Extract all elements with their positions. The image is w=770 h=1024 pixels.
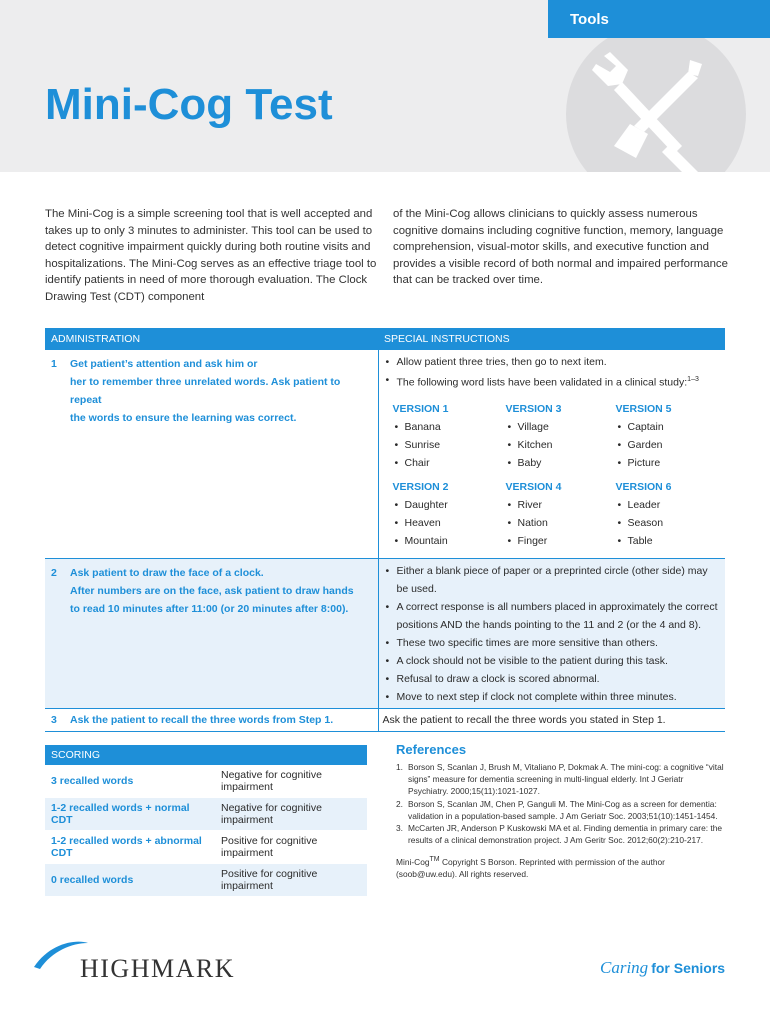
scoring-result: Negative for cognitive impairment: [215, 765, 367, 798]
version-word: • Season: [616, 514, 716, 532]
copyright-notice: Mini-Cog™ Copyright S Borson. Reprinted with permission of the author (soob@uw.edu). All rights reserved.: [396, 856, 665, 880]
table-row-step-2: [45, 558, 725, 708]
version-word: • Captain: [616, 418, 716, 436]
caring-for-seniors-logo: [600, 958, 725, 978]
version-word: • Nation: [506, 514, 616, 532]
scoring-result: Positive for cognitive impairment: [215, 831, 367, 864]
version-word: • Sunrise: [393, 436, 506, 454]
scoring-result: Positive for cognitive impairment: [215, 864, 367, 897]
references-title: References: [396, 742, 467, 757]
step-text-line: After numbers are on the face, ask patient to draw hands: [70, 584, 354, 597]
scoring-condition: 0 recalled words: [45, 864, 215, 897]
version-column: [506, 478, 616, 550]
step-text-line: to read 10 minutes after 11:00 (or 20 minutes after 8:00).: [70, 602, 349, 615]
version-title: VERSION 4: [505, 480, 562, 493]
instruction-bullet: • Either a blank piece of paper or a preprinted circle (other side) may be used.: [381, 562, 720, 598]
version-column: [506, 400, 616, 472]
version-title: VERSION 5: [615, 402, 672, 415]
step-text-line: her to remember three unrelated words. Ask patient to repeat: [70, 376, 341, 406]
intro-right-column: of the Mini-Cog allows clinicians to quickly assess numerous cognitive domains including cognitive function, memory, language comprehension, visual-motor skills, and executive function and provides a visible record of both normal and impaired performance that can be tracked over time.: [393, 208, 728, 286]
step-number: 1: [51, 358, 57, 370]
step-2-instructions: [379, 559, 726, 708]
step-text-line: Ask patient to draw the face of a clock.: [70, 566, 264, 579]
scoring-row: [45, 798, 367, 831]
reference-item: 1. Borson S, Scanlan J, Brush M, Vitaliano P, Dokmak A. The mini-cog: a cognitive “vital signs” measure for dementia screening in multi-lingual elderly. Int J Geriatr Psychiatry. 2000;15(11):1021-1027.: [396, 762, 724, 797]
administration-table: [45, 328, 725, 732]
instruction-bullet: • Allow patient three tries, then go to next item.: [381, 353, 720, 371]
scoring-result: Negative for cognitive impairment: [215, 798, 367, 831]
instruction-bullet: • The following word lists have been validated in a clinical study:$^{1-3}$: [381, 371, 720, 392]
instruction-bullet: • A clock should not be visible to the patient during this task.: [381, 652, 720, 670]
scoring-header: SCORING: [45, 745, 367, 765]
wrench-screwdriver-icon: [570, 34, 740, 172]
step-text-line: Ask the patient to recall the three words from Step 1.: [70, 713, 334, 726]
version-word: • Village: [506, 418, 616, 436]
step-2-administration: [45, 559, 378, 624]
step-3-instructions: Ask the patient to recall the three words you stated in Step 1.: [382, 713, 666, 726]
scoring-row: [45, 864, 367, 897]
section-tab-tools: Tools: [548, 0, 770, 38]
logo-wordmark: HIGHMARK: [80, 954, 235, 983]
version-column: [616, 478, 716, 550]
instruction-bullet: • These two specific times are more sensitive than others.: [381, 634, 720, 652]
page-header: [0, 0, 770, 172]
scoring-condition: 1-2 recalled words + normal CDT: [45, 798, 215, 831]
step-number: 3: [51, 713, 57, 726]
version-title: VERSION 1: [392, 402, 449, 415]
version-title: VERSION 2: [392, 480, 449, 493]
citation-superscript: 1–3: [687, 376, 699, 383]
scoring-row: [45, 765, 367, 798]
special-instructions-header: SPECIAL INSTRUCTIONS: [378, 328, 725, 350]
scoring-condition: 1-2 recalled words + abnormal CDT: [45, 831, 215, 864]
table-row-step-1: [45, 350, 725, 558]
version-title: VERSION 3: [505, 402, 562, 415]
version-word: • Mountain: [393, 532, 506, 550]
version-column: [393, 478, 506, 550]
word-list-versions: [393, 400, 720, 550]
version-word: • Daughter: [393, 496, 506, 514]
instruction-bullet: • A correct response is all numbers placed in approximately the correct positions AND the hands pointing to the 11 and 2 (or the 4 and 8).: [381, 598, 720, 634]
version-word: • Finger: [506, 532, 616, 550]
intro-left-column: The Mini-Cog is a simple screening tool that is well accepted and takes up to only 3 minutes to administer. This tool can be used to detect cognitive impairment quickly during both routine visits and hospitalizations. The Mini-Cog serves as an effective triage tool to identify patients in need of more thorough evaluation. The Clock Drawing Test (CDT) component: [45, 208, 377, 303]
version-column: [393, 400, 506, 472]
step-text-line: the words to ensure the learning was correct.: [70, 412, 297, 424]
table-row-step-3: [45, 708, 725, 731]
version-word: • Leader: [616, 496, 716, 514]
reference-item: 2. Borson S, Scanlan JM, Chen P, Ganguli M. The Mini-Cog as a screen for dementia: validation in a population-based sample. J Am Geriatr Soc. 2003;51(10):1451-1454.: [396, 798, 718, 821]
highmark-logo: [30, 937, 235, 985]
step-1-administration: [45, 350, 378, 433]
version-word: • Kitchen: [506, 436, 616, 454]
version-word: • Baby: [506, 454, 616, 472]
reference-item: 3. McCarten JR, Anderson P Kuskowski MA et al. Finding dementia in primary care: the results of a clinical demonstration project. J Am Geritr Soc. 2012;60(2):210-217.: [396, 823, 723, 846]
version-word: • Chair: [393, 454, 506, 472]
step-text-line: Get patient’s attention and ask him or: [70, 358, 258, 370]
instruction-bullet: • Refusal to draw a clock is scored abnormal.: [381, 670, 720, 688]
version-word: • Heaven: [393, 514, 506, 532]
administration-header: ADMINISTRATION: [45, 328, 378, 350]
scoring-row: [45, 831, 367, 864]
version-word: • River: [506, 496, 616, 514]
step-3-administration: [45, 709, 378, 731]
version-word: • Garden: [616, 436, 716, 454]
for-seniors-text: for Seniors: [651, 960, 726, 976]
version-word: • Table: [616, 532, 716, 550]
step-number: 2: [51, 566, 57, 579]
caring-script-text: Caring: [600, 958, 649, 977]
step-1-instructions: [379, 350, 726, 558]
version-title: VERSION 6: [615, 480, 672, 493]
references-list: [396, 761, 726, 846]
instruction-bullet: • Move to next step if clock not complete within three minutes.: [381, 688, 720, 706]
scoring-condition: 3 recalled words: [45, 765, 215, 798]
page-title: Mini-Cog Test: [45, 80, 333, 129]
scoring-table: [45, 745, 367, 897]
version-word: • Picture: [616, 454, 716, 472]
references-section: [396, 742, 726, 881]
version-word: • Banana: [393, 418, 506, 436]
version-column: [616, 400, 716, 472]
